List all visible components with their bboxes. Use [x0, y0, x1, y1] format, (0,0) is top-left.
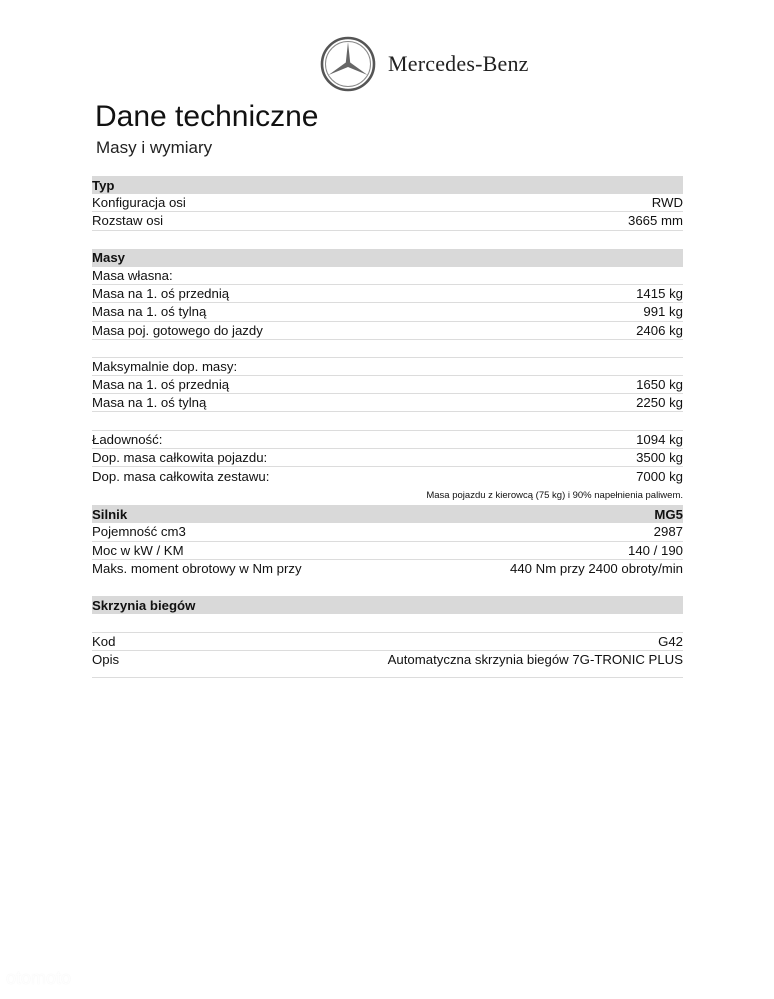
row-label: Konfiguracja osi: [92, 195, 186, 211]
row-value: 1650 kg: [636, 377, 683, 393]
table-row: [92, 322, 683, 340]
row-label: Opis: [92, 652, 120, 668]
row-value: G42: [658, 633, 683, 649]
table-row: [92, 285, 683, 303]
section-title: Skrzynia biegów: [92, 597, 196, 613]
page-subtitle: Masy i wymiary: [96, 138, 213, 157]
row-label: Pojemność cm3: [92, 524, 186, 540]
row-label: Masa na 1. oś przednią: [92, 377, 230, 393]
spec-table: [92, 176, 683, 678]
row-label: Rozstaw osi: [92, 213, 164, 229]
row-value: 2250 kg: [636, 395, 683, 411]
table-row: [92, 467, 683, 485]
table-row: [92, 394, 683, 412]
section-heading-skrzynia: [92, 596, 683, 614]
table-row: [92, 449, 683, 467]
row-value: 991 kg: [643, 304, 683, 320]
row-label: Maks. moment obrotowy w Nm przy: [92, 561, 302, 577]
row-value: 3500 kg: [636, 449, 683, 465]
mercedes-star-icon: [320, 36, 376, 92]
row-value: RWD: [651, 195, 683, 211]
engine-code: MG5: [654, 506, 683, 522]
row-label: Masa na 1. oś przednią: [92, 286, 230, 302]
row-value: 3665 mm: [628, 213, 683, 229]
row-value: 1094 kg: [636, 431, 683, 447]
row-label: Dop. masa całkowita zestawu:: [92, 468, 270, 484]
spacer: [92, 231, 683, 249]
row-value: 2406 kg: [636, 322, 683, 338]
page-title: Dane techniczne: [95, 100, 319, 133]
group-title: [92, 358, 683, 376]
section-heading-silnik: [92, 505, 683, 523]
table-row: [92, 651, 683, 669]
row-label: Masa własna:: [92, 268, 173, 284]
brand-name: Mercedes-Benz: [388, 51, 529, 76]
row-label: Dop. masa całkowita pojazdu:: [92, 449, 268, 465]
group-title: [92, 267, 683, 285]
section-heading-typ: [92, 176, 683, 194]
table-row: [92, 542, 683, 560]
row-label: Masa na 1. oś tylną: [92, 395, 207, 411]
row-value: 140 / 190: [628, 542, 683, 558]
table-row: [92, 523, 683, 541]
row-value: 440 Nm przy 2400 obroty/min: [510, 561, 683, 577]
row-label: Masa poj. gotowego do jazdy: [92, 322, 263, 338]
section-title: Silnik: [92, 506, 128, 522]
table-row: [92, 212, 683, 230]
table-row: [92, 303, 683, 321]
row-label: Ładowność:: [92, 431, 163, 447]
section-title: Typ: [92, 177, 115, 193]
brand-logo: [320, 36, 529, 92]
watermark: otomoto: [6, 968, 72, 988]
row-value: 1415 kg: [636, 286, 683, 302]
row-value: 2987: [653, 524, 683, 540]
table-row: [92, 376, 683, 394]
table-row: [92, 560, 683, 578]
divider: [92, 677, 683, 678]
spacer: [92, 578, 683, 596]
row-label: Kod: [92, 633, 116, 649]
table-row: [92, 194, 683, 212]
table-row: [92, 633, 683, 651]
row-label: Maksymalnie dop. masy:: [92, 358, 238, 374]
spacer: [92, 340, 683, 358]
spacer: [92, 412, 683, 430]
section-title: Masy: [92, 250, 125, 266]
row-value: 7000 kg: [636, 468, 683, 484]
table-row: [92, 431, 683, 449]
section-heading-masy: [92, 249, 683, 267]
spacer: [92, 614, 683, 632]
footnote: Masa pojazdu z kierowcą (75 kg) i 90% napełnienia paliwem.: [426, 489, 683, 501]
row-label: Moc w kW / KM: [92, 542, 184, 558]
row-label: Masa na 1. oś tylną: [92, 304, 207, 320]
row-value: Automatyczna skrzynia biegów 7G-TRONIC PLUS: [387, 652, 683, 668]
